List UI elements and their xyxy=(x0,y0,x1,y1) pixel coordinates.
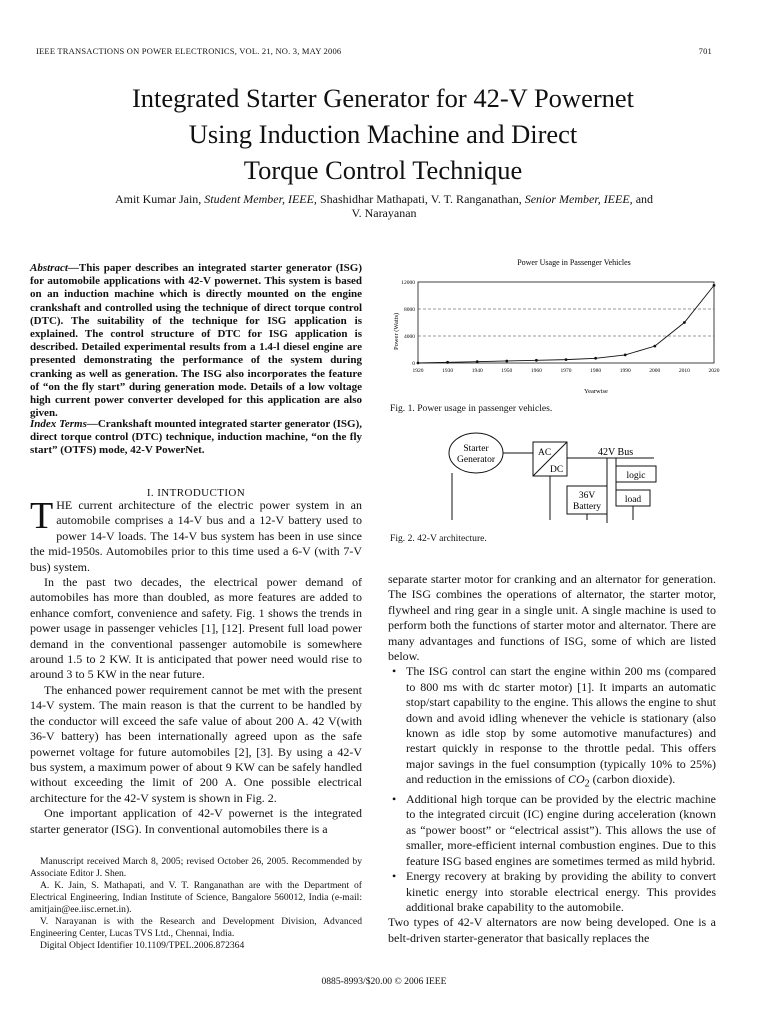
page-number: 701 xyxy=(698,46,712,56)
chart-plot-area xyxy=(401,280,720,374)
chart-x-label: Yearwise xyxy=(584,388,608,395)
dc-label: DC xyxy=(550,465,564,475)
load-label: load xyxy=(624,495,642,505)
footnotes xyxy=(30,856,362,952)
introduction-body xyxy=(30,495,362,837)
data-point xyxy=(683,321,686,324)
copyright-footer: 0885-8993/$20.00 © 2006 IEEE xyxy=(321,976,447,987)
data-point xyxy=(446,361,449,364)
section-heading: I. INTRODUCTION xyxy=(146,487,246,499)
data-point xyxy=(624,354,627,357)
abstract-label: Abstract— xyxy=(30,262,79,274)
author-3: V. T. Ranganathan, xyxy=(430,192,522,206)
x-tick-label: 2000 xyxy=(649,368,661,374)
title-line-2: Using Induction Machine and Direct xyxy=(188,119,578,149)
y-tick-label: 8000 xyxy=(404,307,415,313)
list-item-1-end: (carbon dioxide). xyxy=(589,772,676,787)
battery-voltage-label: 36V xyxy=(578,491,596,501)
logic-label: logic xyxy=(626,471,646,481)
intro-paragraph-3: The enhanced power requirement cannot be met with the present 14-V system. The main reason is that the current to be handled by the conductor will exceed the safe value of about 200 A. 42 V(with 36-V battery) has been internationally agreed upon as the safe powernet voltage for future automobiles [2], [3]. By using a 42-V bus system, a maximum power of about 9 KW can be safely handled without exceeding the limit of 200 A. One possible electrical architecture for the 42-V system is shown in Fig. 2. xyxy=(30,682,362,805)
list-item: • Additional high torque can be provided by the electric machine to the integrated circuit (IC) engine during acceleration (known as “power boost” or “electrical assist”). This allows the use of smaller, more-efficient internal combustion engines. Due to this feature ISG based engines are sometimes termed as mild hybrid. xyxy=(406,792,716,869)
x-tick-label: 2020 xyxy=(708,368,720,374)
drop-cap: T xyxy=(30,495,54,537)
data-point xyxy=(535,359,538,362)
chart-frame xyxy=(418,282,714,363)
author-3-role: Senior Member, IEEE, xyxy=(524,192,633,206)
architecture-diagram xyxy=(436,428,666,528)
battery-label: Battery xyxy=(573,502,601,512)
footnote-affiliation-1: A. K. Jain, S. Mathapati, and V. T. Ranganathan are with the Department of Electrical Engineering, Indian Institute of Science, Bangalore 560012, India (e-mail: amitjain@ee.iisc.ernet.in). xyxy=(30,880,362,915)
title-line-3: Torque Control Technique xyxy=(243,155,523,185)
author-list xyxy=(40,192,728,220)
data-point xyxy=(417,362,420,365)
abstract xyxy=(30,262,362,420)
data-point xyxy=(476,360,479,363)
abstract-text: This paper describes an integrated starter generator (ISG) for automobile applications with 42-V powernet. This system is based on an induction machine which is directly mounted on the engine crankshaft and controlled using the technique of direct torque control (DTC). The suitability of the technique for ISG application is explained. The control structure of DTC for ISG application is described. Detailed experimental results from a 1.4-l diesel engine are presented demonstrating the performance of the system during cranking as well as generation. The ISG also incorporates the feature of “on the fly start” during generation mode. Details of a low voltage high current power converter developed for this application are also given. xyxy=(30,262,362,420)
author-1-role: Student Member, IEEE, xyxy=(204,192,317,206)
x-tick-label: 2010 xyxy=(678,368,690,374)
starter-label: Starter xyxy=(463,444,489,454)
right-paragraph-2: Two types of 42-V alternators are now being developed. One is a belt-driven starter-generator that basically replaces the xyxy=(388,915,716,945)
x-tick-label: 1940 xyxy=(471,368,483,374)
x-tick-label: 1970 xyxy=(560,368,572,374)
data-point xyxy=(713,284,716,287)
y-tick-label: 4000 xyxy=(404,334,415,340)
y-tick-label: 0 xyxy=(412,361,415,367)
data-point xyxy=(505,360,508,363)
figure-2-caption: Fig. 2. 42-V architecture. xyxy=(390,533,487,544)
x-tick-label: 1950 xyxy=(501,368,513,374)
index-terms-text: Crankshaft mounted integrated starter generator (ISG), direct torque control (DTC) technique, induction machine, “on the fly start” (OTFS) mode, 42-V PowerNet. xyxy=(30,418,362,457)
y-tick-label: 12000 xyxy=(401,280,415,286)
footnote-affiliation-2: V. Narayanan is with the Research and Development Division, Advanced Engineering Center, Lucas TVS Ltd., Chennai, India. xyxy=(30,916,362,939)
series-line xyxy=(418,285,714,363)
x-tick-label: 1960 xyxy=(530,368,542,374)
x-tick-label: 1930 xyxy=(442,368,454,374)
bus-label: 42V Bus xyxy=(598,447,634,458)
chart-title: Power Usage in Passenger Vehicles xyxy=(517,258,631,267)
list-item-1-text: The ISG control can start the engine within 200 ms (compared to 800 ms with dc starter motor) [1]. It imparts an automatic stop/start capability to the engine. This allows the engine to shut down and avoid idling whenever the vehicle is stationary (also known as idle stop by some automotive manufactures) and restart quickly in response to the throttle pedal. This offers major savings in the fuel consumption (typically 10% to 25%) and reduction in the emissions of xyxy=(406,664,716,787)
journal-header: IEEE TRANSACTIONS ON POWER ELECTRONICS, VOL. 21, NO. 3, MAY 2006 xyxy=(36,46,342,56)
right-column-body xyxy=(388,572,716,946)
list-item: • Energy recovery at braking by providing the ability to convert kinetic energy into storable electrical energy. This provides additional brake capability to the automobile. xyxy=(406,869,716,915)
intro-paragraph-2: In the past two decades, the electrical power demand of automobiles has more than doubled, as more features are added to enhance comfort, convenience and safety. Fig. 1 shows the trends in power usage in passenger vehicles [1], [12]. Present full load power demand in the conventional passenger automobile is somewhere around 1.5 to 2 KW. It is anticipated that power need would rise to around 3 to 5 KW in the near future. xyxy=(30,575,362,682)
intro-paragraph-4: One important application of 42-V powernet is the integrated starter generator (ISG). In conventional automobiles there is a xyxy=(30,806,362,836)
co2-formula: CO xyxy=(567,772,585,787)
intro-paragraph-1 xyxy=(30,495,362,575)
power-usage-chart xyxy=(388,252,728,400)
x-tick-label: 1920 xyxy=(412,368,424,374)
author-and: and xyxy=(635,192,654,206)
author-4: V. Narayanan xyxy=(351,206,417,220)
data-point xyxy=(594,357,597,360)
paper-title xyxy=(60,80,706,188)
co2-subscript: 2 xyxy=(584,778,590,790)
data-point xyxy=(653,345,656,348)
list-item xyxy=(406,664,716,792)
running-header xyxy=(36,46,712,56)
data-point xyxy=(565,358,568,361)
index-terms-label: Index Terms— xyxy=(30,418,98,430)
chart-y-label: Power (Watts) xyxy=(393,312,400,350)
ac-label: AC xyxy=(538,448,552,458)
figure-1-caption: Fig. 1. Power usage in passenger vehicles. xyxy=(390,403,553,414)
generator-label: Generator xyxy=(457,455,495,465)
title-line-1: Integrated Starter Generator for 42-V Powernet xyxy=(131,83,635,113)
isg-advantages-list xyxy=(388,664,716,915)
right-paragraph-1: separate starter motor for cranking and an alternator for generation. The ISG combines the operations of alternator, the starter motor, flywheel and ring gear in a single unit. A single machine is used to perform both the functions of starter motor and alternator. There are many advantages and functions of ISG, some of which are listed below. xyxy=(388,572,716,664)
footnote-doi: Digital Object Identifier 10.1109/TPEL.2006.872364 xyxy=(40,940,245,951)
footnote-manuscript: Manuscript received March 8, 2005; revised October 26, 2005. Recommended by Associate Editor J. Shen. xyxy=(30,856,362,879)
author-1: Amit Kumar Jain, xyxy=(114,192,202,206)
intro-p1-text: HE current architecture of the electric power system in an automobile comprises a 14-V bus and a 12-V battery used to power 14-V loads. The 14-V bus system has been in use since the mid-1950s. Automobiles prior to this time used a 6-V (with 7-V bus) system. xyxy=(30,498,362,574)
author-2: Shashidhar Mathapati, xyxy=(319,192,428,206)
x-tick-label: 1990 xyxy=(619,368,631,374)
x-tick-label: 1980 xyxy=(590,368,602,374)
index-terms xyxy=(30,418,362,458)
